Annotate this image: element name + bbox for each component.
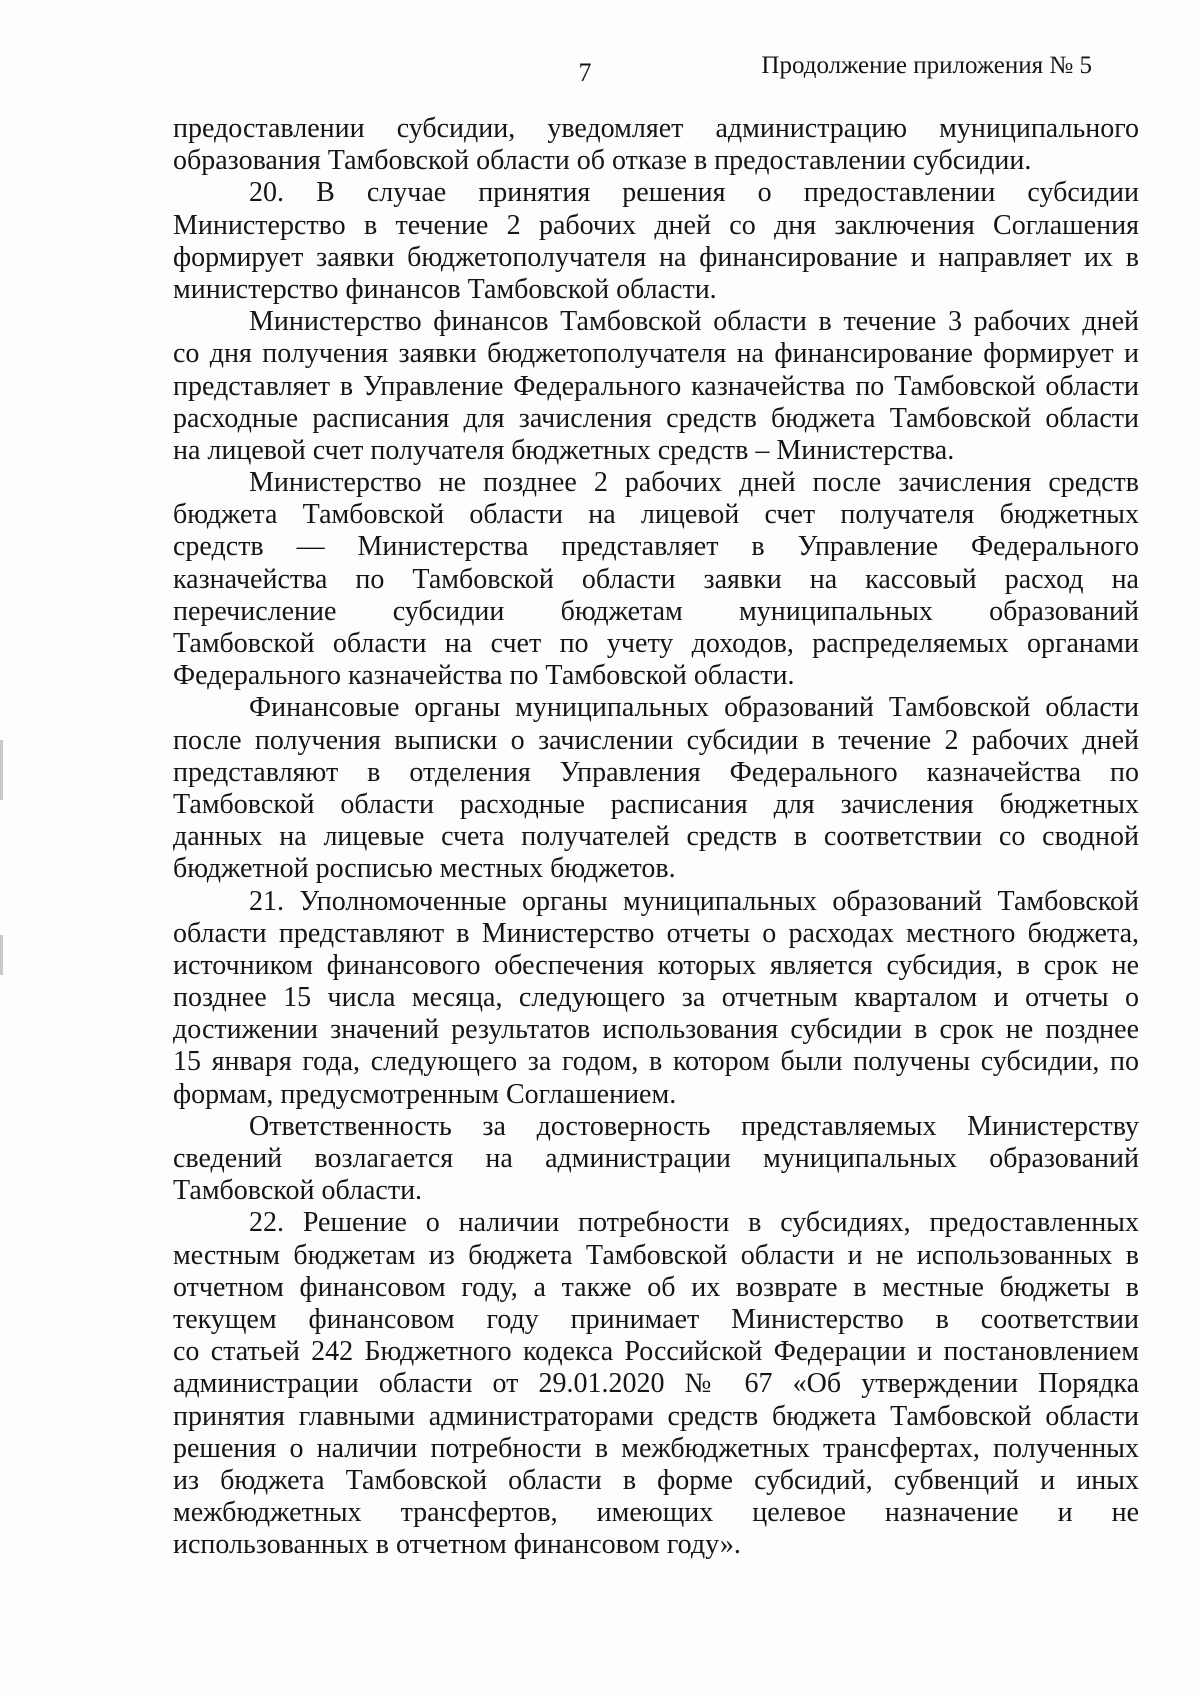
text-line: со дня получения заявки бюджетополучателя на финансирование формирует и xyxy=(173,338,1139,370)
text-line: представляют в отделения Управления Федерального казначейства по xyxy=(173,756,1139,788)
page-number: 7 xyxy=(578,58,592,87)
text-line: после получения выписки о зачислении субсидии в течение 2 рабочих дней xyxy=(173,724,1139,756)
text-line: на лицевой счет получателя бюджетных средств – Министерства. xyxy=(173,434,955,466)
text-line: сведений возлагается на администрации муниципальных образований xyxy=(173,1143,1139,1174)
text-line: Ответственность за достоверность представляемых Министерству xyxy=(249,1110,1139,1142)
text-line: межбюджетных трансфертов, имеющих целевое назначение и не xyxy=(173,1497,1139,1529)
text-line: Финансовые органы муниципальных образований Тамбовской области xyxy=(249,692,1139,724)
text-line: решения о наличии потребности в межбюджетных трансфертах, полученных xyxy=(173,1432,1139,1464)
text-line: области представляют в Министерство отчеты о расходах местного бюджета, xyxy=(173,917,1139,949)
text-line: представляет в Управление Федерального казначейства по Тамбовской области xyxy=(173,370,1139,402)
text-line: Министерство финансов Тамбовской области в течение 3 рабочих дней xyxy=(249,306,1139,338)
scan-edge-mark xyxy=(0,740,3,800)
text-line: бюджета Тамбовской области на лицевой счет получателя бюджетных xyxy=(173,499,1139,531)
text-line: отчетном финансовом году, а также об их возврате в местные бюджеты в xyxy=(173,1271,1139,1303)
text-line: 20. В случае принятия решения о предоставлении субсидии xyxy=(249,177,1139,209)
text-line: 21. Уполномоченные органы муниципальных образований Тамбовской xyxy=(249,885,1139,917)
text-line: бюджетной росписью местных бюджетов. xyxy=(173,853,676,885)
text-line: текущем финансовом году принимает Министерство в соответствии xyxy=(173,1303,1139,1335)
text-line: 22. Решение о наличии потребности в субсидиях, предоставленных xyxy=(249,1207,1139,1239)
document-body xyxy=(173,113,1139,1561)
text-line: Министерство не позднее 2 рабочих дней после зачисления средств xyxy=(249,467,1139,499)
text-line: позднее 15 числа месяца, следующего за отчетным кварталом и отчеты о xyxy=(173,982,1139,1014)
text-line: местным бюджетам из бюджета Тамбовской области и не использованных в xyxy=(173,1239,1139,1271)
text-line: использованных в отчетном финансовом году». xyxy=(173,1529,741,1561)
text-line: 15 января года, следующего за годом, в котором были получены субсидии, по xyxy=(173,1046,1139,1078)
text-line: расходные расписания для зачисления средств бюджета Тамбовской области xyxy=(173,402,1139,434)
text-line: предоставлении субсидии, уведомляет администрацию муниципального xyxy=(173,113,1139,144)
text-line: формам, предусмотренным Соглашением. xyxy=(173,1078,677,1110)
text-line: принятия главными администраторами средств бюджета Тамбовской области xyxy=(173,1400,1139,1432)
text-line: Тамбовской области на счет по учету доходов, распределяемых органами xyxy=(173,628,1139,659)
text-line: министерство финансов Тамбовской области. xyxy=(173,273,717,305)
text-line: источником финансового обеспечения которых является субсидия, в срок не xyxy=(173,949,1139,981)
text-line: образования Тамбовской области об отказе в предоставлении субсидии. xyxy=(173,145,1032,177)
text-line: средств — Министерства представляет в Управление Федерального xyxy=(173,531,1139,563)
appendix-continuation-label: Продолжение приложения № 5 xyxy=(761,52,1092,79)
text-line: достижении значений результатов использования субсидии в срок не позднее xyxy=(173,1014,1139,1046)
text-line: со статьей 242 Бюджетного кодекса Российской Федерации и постановлением xyxy=(173,1336,1139,1368)
text-line: Министерство в течение 2 рабочих дней со дня заключения Соглашения xyxy=(173,209,1139,241)
text-line: Тамбовской области расходные расписания для зачисления бюджетных xyxy=(173,788,1139,820)
scan-edge-mark xyxy=(0,935,3,975)
text-line: формирует заявки бюджетополучателя на финансирование и направляет их в xyxy=(173,241,1139,273)
text-line: администрации области от 29.01.2020 № 67 «Об утверждении Порядка xyxy=(173,1368,1139,1400)
text-line: Федерального казначейства по Тамбовской области. xyxy=(173,660,795,692)
text-line: данных на лицевые счета получателей средств в соответствии со сводной xyxy=(173,821,1139,853)
text-line: Тамбовской области. xyxy=(173,1175,423,1207)
text-line: перечисление субсидии бюджетам муниципальных образований xyxy=(173,595,1139,627)
text-line: из бюджета Тамбовской области в форме субсидий, субвенций и иных xyxy=(173,1464,1139,1496)
text-line: казначейства по Тамбовской области заявки на кассовый расход на xyxy=(173,563,1139,595)
